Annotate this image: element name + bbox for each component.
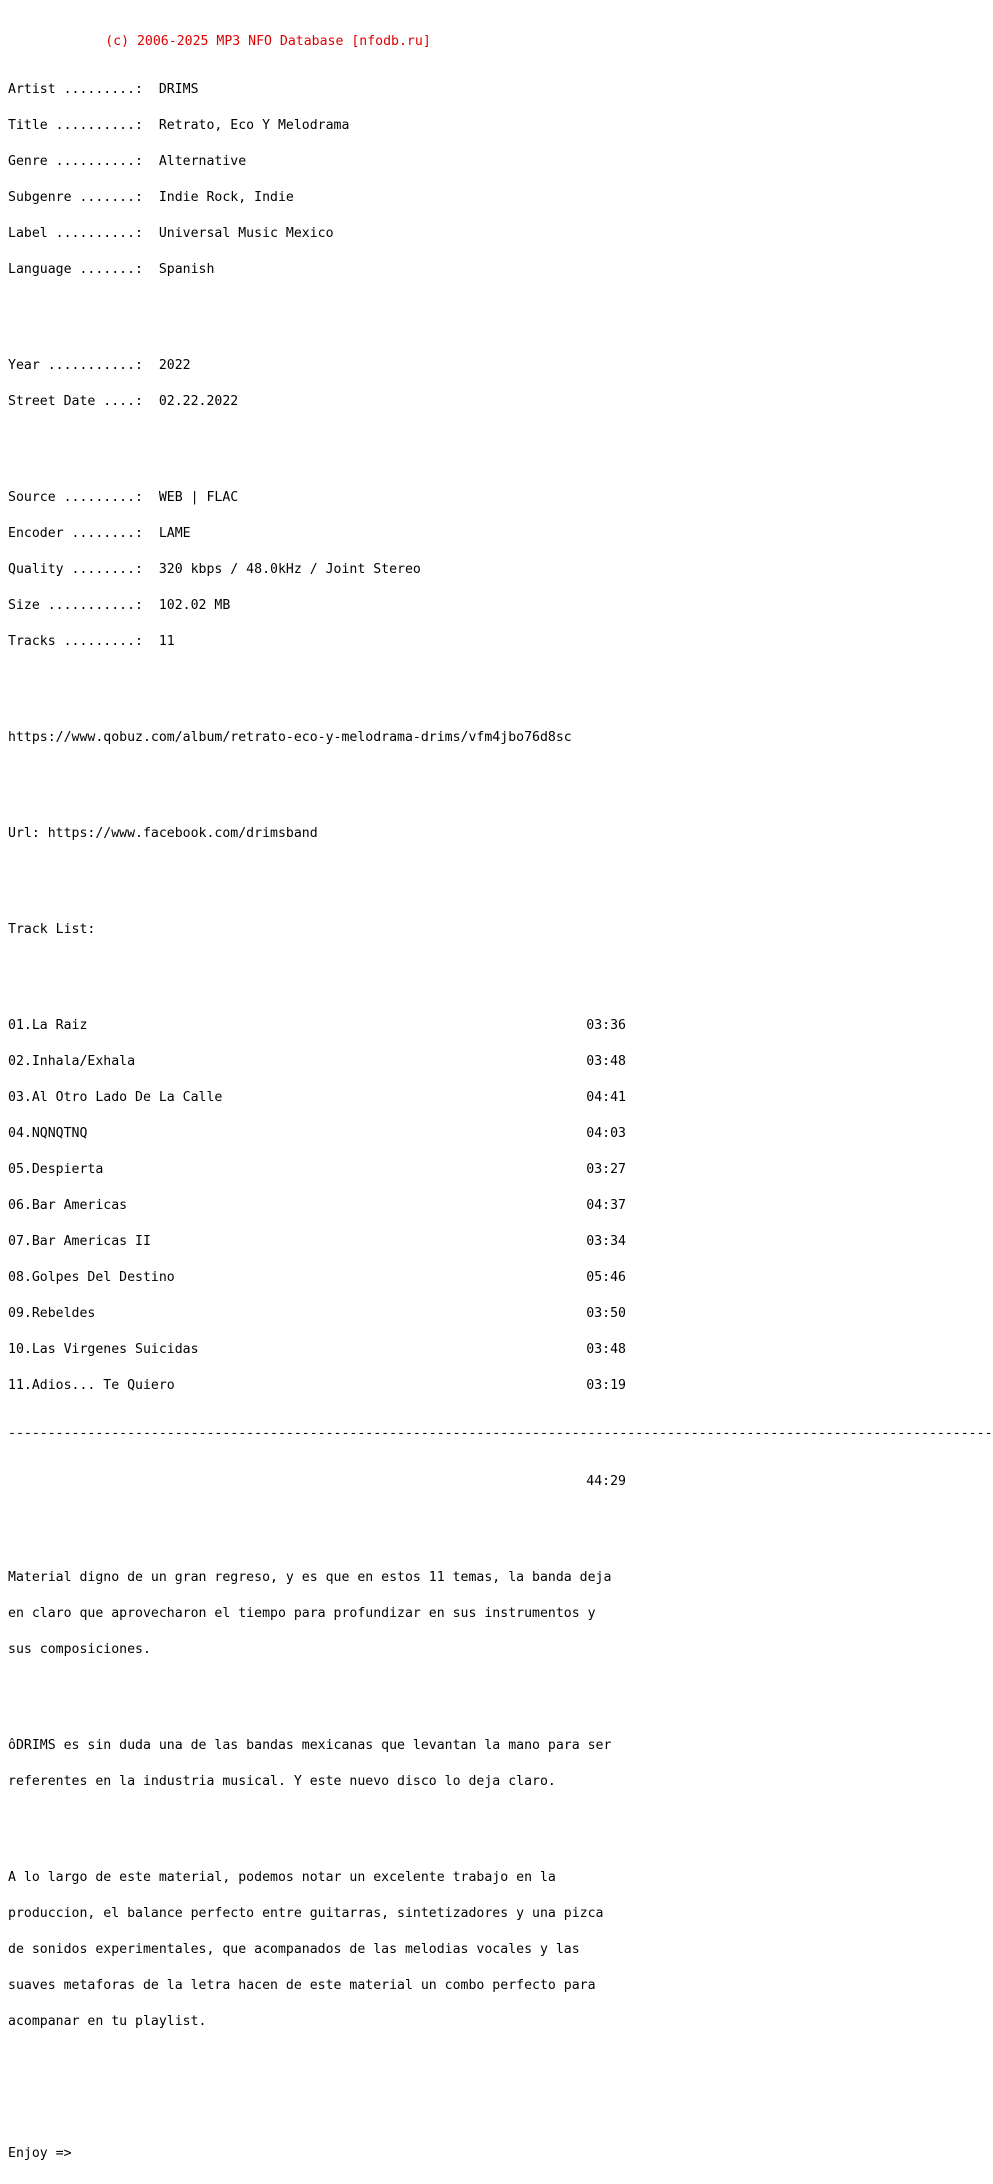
info-quality: Quality ........: 320 kbps / 48.0kHz / Joint Stereo <box>8 562 421 577</box>
spacer <box>8 444 698 456</box>
track-row <box>8 1164 626 1176</box>
info-language: Language .......: Spanish <box>8 262 215 277</box>
spacer <box>8 972 698 984</box>
spacer <box>8 684 698 696</box>
nfo-document <box>8 0 993 2184</box>
track-title: 10.Las Virgenes Suicidas <box>8 1342 199 1357</box>
album-url: https://www.qobuz.com/album/retrato-eco-y-melodrama-drims/vfm4jbo76d8sc <box>8 730 572 745</box>
track-title: 08.Golpes Del Destino <box>8 1270 175 1285</box>
track-duration: 03:48 <box>586 1342 626 1357</box>
track-row <box>8 1308 626 1320</box>
track-title: 06.Bar Americas <box>8 1198 128 1213</box>
track-row <box>8 1200 626 1212</box>
description-line: de sonidos experimentales, que acompanados de las melodias vocales y las <box>8 1942 580 1957</box>
track-row <box>8 1020 626 1032</box>
track-title: 04.NQNQTNQ <box>8 1126 88 1141</box>
info-genre: Genre ..........: Alternative <box>8 154 247 169</box>
track-row <box>8 1236 626 1248</box>
copyright-header: (c) 2006-2025 MP3 NFO Database [nfodb.ru] <box>105 34 431 49</box>
spacer <box>8 312 698 324</box>
track-row <box>8 1092 626 1104</box>
info-subgenre: Subgenre .......: Indie Rock, Indie <box>8 190 294 205</box>
track-row <box>8 1272 626 1284</box>
description-line: Material digno de un gran regreso, y es que en estos 11 temas, la banda deja <box>8 1570 612 1585</box>
info-label: Label ..........: Universal Music Mexico <box>8 226 334 241</box>
description-line: produccion, el balance perfecto entre guitarras, sintetizadores y una pizca <box>8 1906 604 1921</box>
info-street-date: Street Date ....: 02.22.2022 <box>8 394 239 409</box>
total-duration-row <box>8 1476 626 1488</box>
info-size: Size ...........: 102.02 MB <box>8 598 231 613</box>
facebook-url: Url: https://www.facebook.com/drimsband <box>8 826 318 841</box>
info-artist: Artist .........: DRIMS <box>8 82 199 97</box>
track-title: 05.Despierta <box>8 1162 104 1177</box>
track-duration: 03:36 <box>586 1018 626 1033</box>
spacer <box>8 2100 698 2112</box>
spacer <box>8 1524 698 1536</box>
info-title: Title ..........: Retrato, Eco Y Melodrama <box>8 118 350 133</box>
track-row <box>8 1128 626 1140</box>
track-title: 02.Inhala/Exhala <box>8 1054 136 1069</box>
info-tracks: Tracks .........: 11 <box>8 634 175 649</box>
track-duration: 04:37 <box>586 1198 626 1213</box>
spacer <box>8 2064 698 2076</box>
description-line: referentes en la industria musical. Y este nuevo disco lo deja claro. <box>8 1774 556 1789</box>
track-row <box>8 1380 626 1392</box>
spacer <box>8 1692 698 1704</box>
tracklist-divider: ---------------------------------------------------------------------------------------------------------------------------- <box>8 1426 993 1441</box>
track-duration: 04:41 <box>586 1090 626 1105</box>
track-title: 03.Al Otro Lado De La Calle <box>8 1090 223 1105</box>
track-duration: 03:19 <box>586 1378 626 1393</box>
tracklist-title: Track List: <box>8 922 96 937</box>
info-encoder: Encoder ........: LAME <box>8 526 191 541</box>
track-duration: 03:34 <box>586 1234 626 1249</box>
track-title: 11.Adios... Te Quiero <box>8 1378 175 1393</box>
track-duration: 03:27 <box>586 1162 626 1177</box>
spacer <box>8 876 698 888</box>
track-title: 01.La Raiz <box>8 1018 88 1033</box>
description-line: en claro que aprovecharon el tiempo para profundizar en sus instrumentos y <box>8 1606 596 1621</box>
description-line: ôDRIMS es sin duda una de las bandas mexicanas que levantan la mano para ser <box>8 1738 612 1753</box>
track-duration: 04:03 <box>586 1126 626 1141</box>
track-row <box>8 1344 626 1356</box>
track-duration: 03:50 <box>586 1306 626 1321</box>
track-duration: 03:48 <box>586 1054 626 1069</box>
spacer <box>8 780 698 792</box>
description-line: suaves metaforas de la letra hacen de este material un combo perfecto para <box>8 1978 596 1993</box>
spacer <box>8 1824 698 1836</box>
description-line: sus composiciones. <box>8 1642 151 1657</box>
track-row <box>8 1056 626 1068</box>
info-year: Year ...........: 2022 <box>8 358 191 373</box>
info-source: Source .........: WEB | FLAC <box>8 490 239 505</box>
track-title: 09.Rebeldes <box>8 1306 96 1321</box>
track-title: 07.Bar Americas II <box>8 1234 151 1249</box>
track-duration: 05:46 <box>586 1270 626 1285</box>
description-line: acompanar en tu playlist. <box>8 2014 207 2029</box>
description-line: A lo largo de este material, podemos notar un excelente trabajo en la <box>8 1870 556 1885</box>
enjoy-line: Enjoy => <box>8 2146 72 2161</box>
total-duration: 44:29 <box>586 1474 626 1489</box>
